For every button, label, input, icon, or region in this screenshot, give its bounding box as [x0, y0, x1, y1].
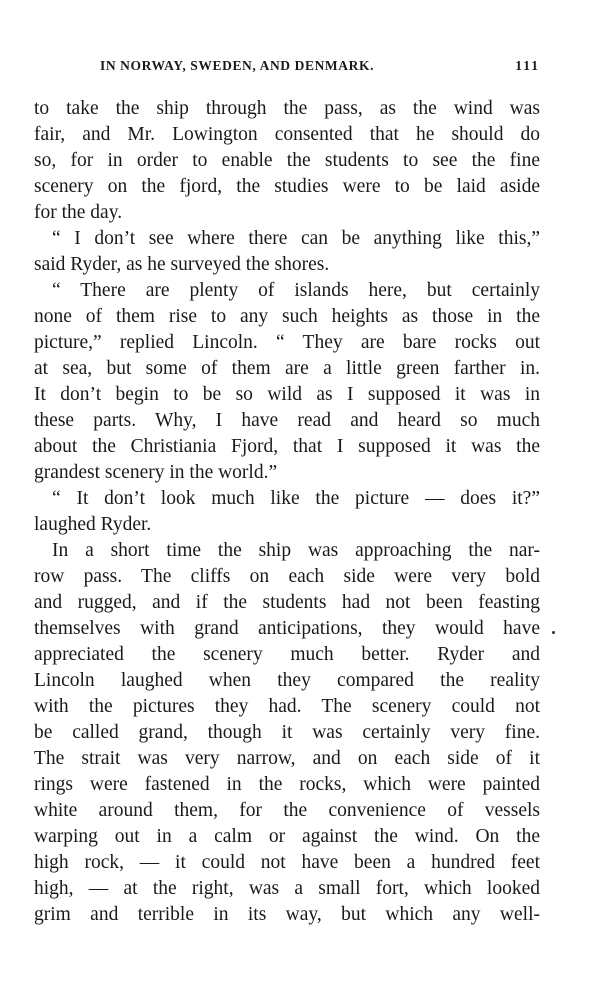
text-line: warping out in a calm or against the wind. On the — [34, 826, 540, 847]
text-line: grandest scenery in the world.” — [34, 462, 278, 483]
text-line: these parts. Why, I have read and heard so much — [34, 410, 540, 431]
text-line: The strait was very narrow, and on each side of it — [34, 748, 540, 769]
text-line: row pass. The cliffs on each side were very bold — [34, 566, 540, 587]
text-line: with the pictures they had. The scenery could not — [34, 696, 540, 717]
text-line: scenery on the fjord, the studies were to be laid aside — [34, 176, 540, 197]
text-line: said Ryder, as he surveyed the shores. — [34, 254, 330, 275]
text-line: and rugged, and if the students had not been feasting — [34, 592, 540, 613]
text-line: “ I don’t see where there can be anything like this,” — [52, 228, 540, 249]
text-line: appreciated the scenery much better. Ryder and — [34, 644, 540, 665]
text-line: white around them, for the convenience of vessels — [34, 800, 540, 821]
text-line: none of them rise to any such heights as those in the — [34, 306, 540, 327]
text-line: fair, and Mr. Lowington consented that he should do — [34, 124, 540, 145]
text-line: so, for in order to enable the students to see the fine — [34, 150, 540, 171]
text-line: about the Christiania Fjord, that I supposed it was the — [34, 436, 540, 457]
print-speck — [552, 631, 555, 634]
header-title: IN NORWAY, SWEDEN, AND DENMARK. — [100, 58, 375, 73]
text-line: at sea, but some of them are a little green farther in. — [34, 358, 540, 379]
page-number: 111 — [515, 58, 540, 73]
text-line: It don’t begin to be so wild as I supposed it was in — [34, 384, 540, 405]
text-line: rings were fastened in the rocks, which were painted — [34, 774, 540, 795]
text-line: high, — at the right, was a small fort, which looked — [34, 878, 540, 899]
text-line: “ It don’t look much like the picture — does it?” — [52, 488, 540, 509]
text-line: to take the ship through the pass, as the wind was — [34, 98, 540, 119]
text-line: In a short time the ship was approaching the nar- — [52, 540, 540, 561]
text-line: picture,” replied Lincoln. “ They are bare rocks out — [34, 332, 540, 353]
text-line: laughed Ryder. — [34, 514, 152, 535]
text-line: Lincoln laughed when they compared the reality — [34, 670, 540, 691]
text-line: for the day. — [34, 202, 123, 223]
text-line: be called grand, though it was certainly very fine. — [34, 722, 540, 743]
text-line: grim and terrible in its way, but which any well- — [34, 904, 540, 925]
running-header — [100, 58, 540, 80]
text-line: high rock, — it could not have been a hundred feet — [34, 852, 540, 873]
text-line: themselves with grand anticipations, they would have — [34, 618, 540, 639]
text-line: “ There are plenty of islands here, but certainly — [52, 280, 540, 301]
body-text — [34, 96, 540, 928]
